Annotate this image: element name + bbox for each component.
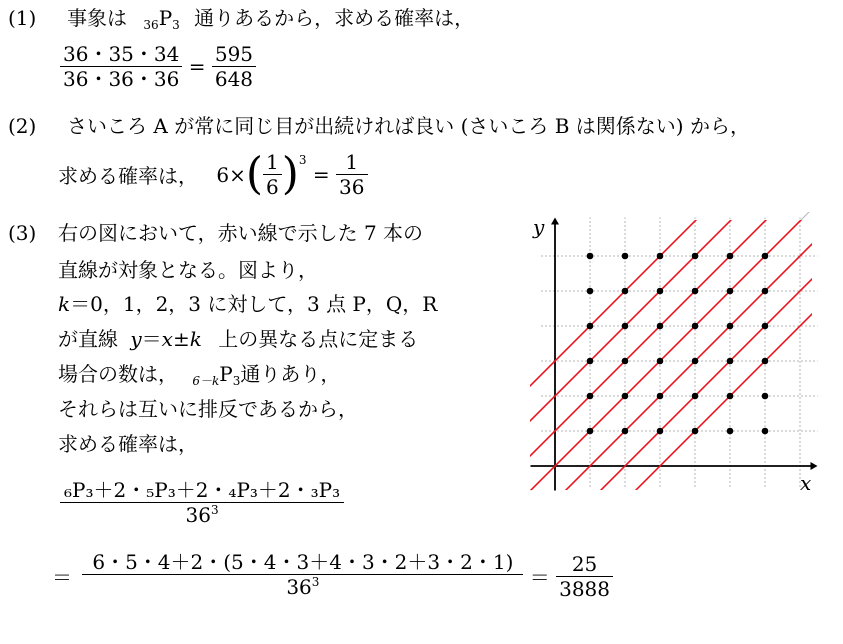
problem-3-line3 — [58, 292, 437, 316]
problem-1-formula — [60, 42, 256, 91]
fraction-final — [556, 552, 613, 601]
var-x: x — [161, 327, 173, 351]
fraction-denominator: 36・36・36 — [63, 67, 180, 91]
lattice-point — [657, 323, 664, 330]
problem-3-line7: 求める確率は， — [58, 432, 198, 456]
fraction-numerator: 1 — [336, 150, 367, 175]
problem-1-P: P — [158, 6, 173, 30]
red-lines — [525, 212, 825, 497]
problem-3-line6: それらは互いに排反であるから， — [58, 397, 358, 421]
red-line — [525, 212, 825, 466]
lattice-point — [762, 253, 769, 260]
problem-1-label: (1) — [8, 6, 37, 30]
lattice-point — [692, 358, 699, 365]
problem-2 — [8, 114, 750, 138]
fraction-denominator — [60, 503, 344, 530]
lattice-point — [727, 253, 734, 260]
fraction-probability-1 — [60, 42, 182, 91]
fraction-numerator: 595 — [212, 42, 256, 67]
lattice-point — [657, 428, 664, 435]
line4-text-a: が直線 — [58, 327, 118, 351]
problem-3-label: (3) — [8, 221, 37, 245]
red-line — [525, 212, 825, 497]
fraction-expanded — [82, 550, 523, 602]
equals-sign: ＝ — [529, 565, 550, 590]
fraction-denominator: 648 — [214, 67, 254, 91]
den-base: 36 — [286, 575, 312, 599]
red-line — [525, 212, 825, 497]
den-exp: 3 — [311, 575, 320, 589]
right-paren: ) — [281, 148, 299, 200]
red-line — [525, 212, 825, 497]
den-base: 36 — [185, 503, 211, 527]
problem-2-formula — [58, 150, 368, 199]
lattice-point — [727, 358, 734, 365]
problem-1-text-b: 通りあるから，求める確率は， — [194, 6, 475, 30]
lattice-point — [622, 393, 629, 400]
lattice-point — [657, 393, 664, 400]
problem-3-formula-1 — [60, 478, 344, 530]
lattice-point — [657, 288, 664, 295]
var-k: k — [189, 327, 202, 351]
red-line — [525, 221, 825, 497]
coefficient: 6× — [216, 162, 246, 187]
problem-3-line5 — [58, 362, 340, 389]
fraction-numerator: ₆P₃＋2・₅P₃＋2・₄P₃＋2・₃P₃ — [60, 478, 344, 503]
lattice-graph — [525, 212, 825, 497]
lattice-point — [622, 428, 629, 435]
problem-2-text2: 求める確率は， — [58, 164, 198, 188]
lattice-point — [762, 358, 769, 365]
problem-1-text-a: 事象は — [67, 6, 128, 30]
lattice-point — [727, 288, 734, 295]
line4-pm: ± — [172, 327, 190, 351]
lattice-point — [727, 323, 734, 330]
line5-P: P — [219, 362, 233, 386]
fraction-big — [60, 478, 344, 530]
problem-2-text: さいころ A が常に同じ目が出続ければ良い (さいころ B は関係ない) から， — [67, 114, 750, 138]
problem-3-formula-2 — [52, 550, 613, 602]
lattice-point — [762, 323, 769, 330]
fraction-numerator: 25 — [556, 552, 613, 577]
lattice-point — [762, 428, 769, 435]
problem-3-line1: 右の図において，赤い線で示した 7 本の — [58, 221, 424, 245]
line4-text-b: 上の異なる点に定まる — [218, 327, 419, 351]
fraction-denominator: 6 — [266, 175, 279, 199]
lattice-point — [692, 393, 699, 400]
fraction-one-sixth — [263, 150, 282, 199]
problem-3-line2: 直線が対象となる。図より， — [58, 258, 318, 282]
problem-1-sub3: 3 — [172, 18, 180, 32]
var-y: y — [130, 327, 142, 351]
x-axis-label: x — [800, 471, 812, 495]
lattice-point — [692, 253, 699, 260]
red-line — [525, 212, 825, 497]
lattice-point — [727, 428, 734, 435]
problem-1 — [8, 6, 474, 33]
lattice-point — [622, 358, 629, 365]
problem-1-sub36: 36 — [143, 18, 159, 32]
y-axis-arrow — [551, 218, 559, 225]
lattice-point — [587, 323, 594, 330]
fraction-denominator: 3888 — [559, 576, 611, 601]
lattice-point — [587, 428, 594, 435]
lattice-point — [692, 323, 699, 330]
lattice-point — [692, 288, 699, 295]
den-exp: 3 — [210, 503, 219, 517]
lattice-point — [727, 393, 734, 400]
line5-text-b: 通りあり， — [240, 362, 341, 386]
lattice-point — [622, 323, 629, 330]
exponent: 3 — [298, 153, 307, 167]
lattice-point — [587, 288, 594, 295]
fraction-numerator: 36・35・34 — [60, 42, 182, 67]
fraction-result-1 — [212, 42, 256, 91]
lattice-point — [657, 253, 664, 260]
equals-sign: = — [312, 162, 330, 187]
line5-sub: 6－k — [192, 374, 220, 388]
y-axis-label: y — [533, 215, 545, 239]
problem-3-line4 — [58, 327, 418, 351]
left-paren: ( — [245, 148, 264, 200]
red-line — [525, 212, 825, 497]
lattice-point — [762, 393, 769, 400]
fraction-denominator: 36 — [339, 175, 365, 199]
lattice-point — [692, 428, 699, 435]
fraction-denominator — [82, 575, 523, 602]
lattice-point — [762, 288, 769, 295]
lattice-point — [587, 393, 594, 400]
fraction-result-2 — [336, 150, 367, 199]
lattice-point — [587, 358, 594, 365]
problem-2-label: (2) — [8, 114, 37, 138]
fraction-numerator: 6・5・4＋2・(5・4・3＋4・3・2＋3・2・1) — [82, 550, 523, 575]
line5-text-a: 場合の数は， — [58, 362, 178, 386]
lattice-point — [587, 253, 594, 260]
lattice-point — [622, 253, 629, 260]
equals-sign: ＝ — [52, 565, 72, 590]
x-axis-arrow — [811, 462, 818, 470]
fraction-numerator: 1 — [263, 150, 282, 175]
equals-sign: = — [188, 54, 206, 79]
lattice-point — [657, 358, 664, 365]
problem-3-line3-rest: ＝0，1，2，3 に対して，3 点 P，Q，R — [70, 292, 438, 316]
var-k: k — [58, 292, 71, 316]
lattice-point — [622, 288, 629, 295]
line5-sub3: 3 — [232, 374, 241, 388]
line4-eq: ＝ — [141, 327, 162, 351]
